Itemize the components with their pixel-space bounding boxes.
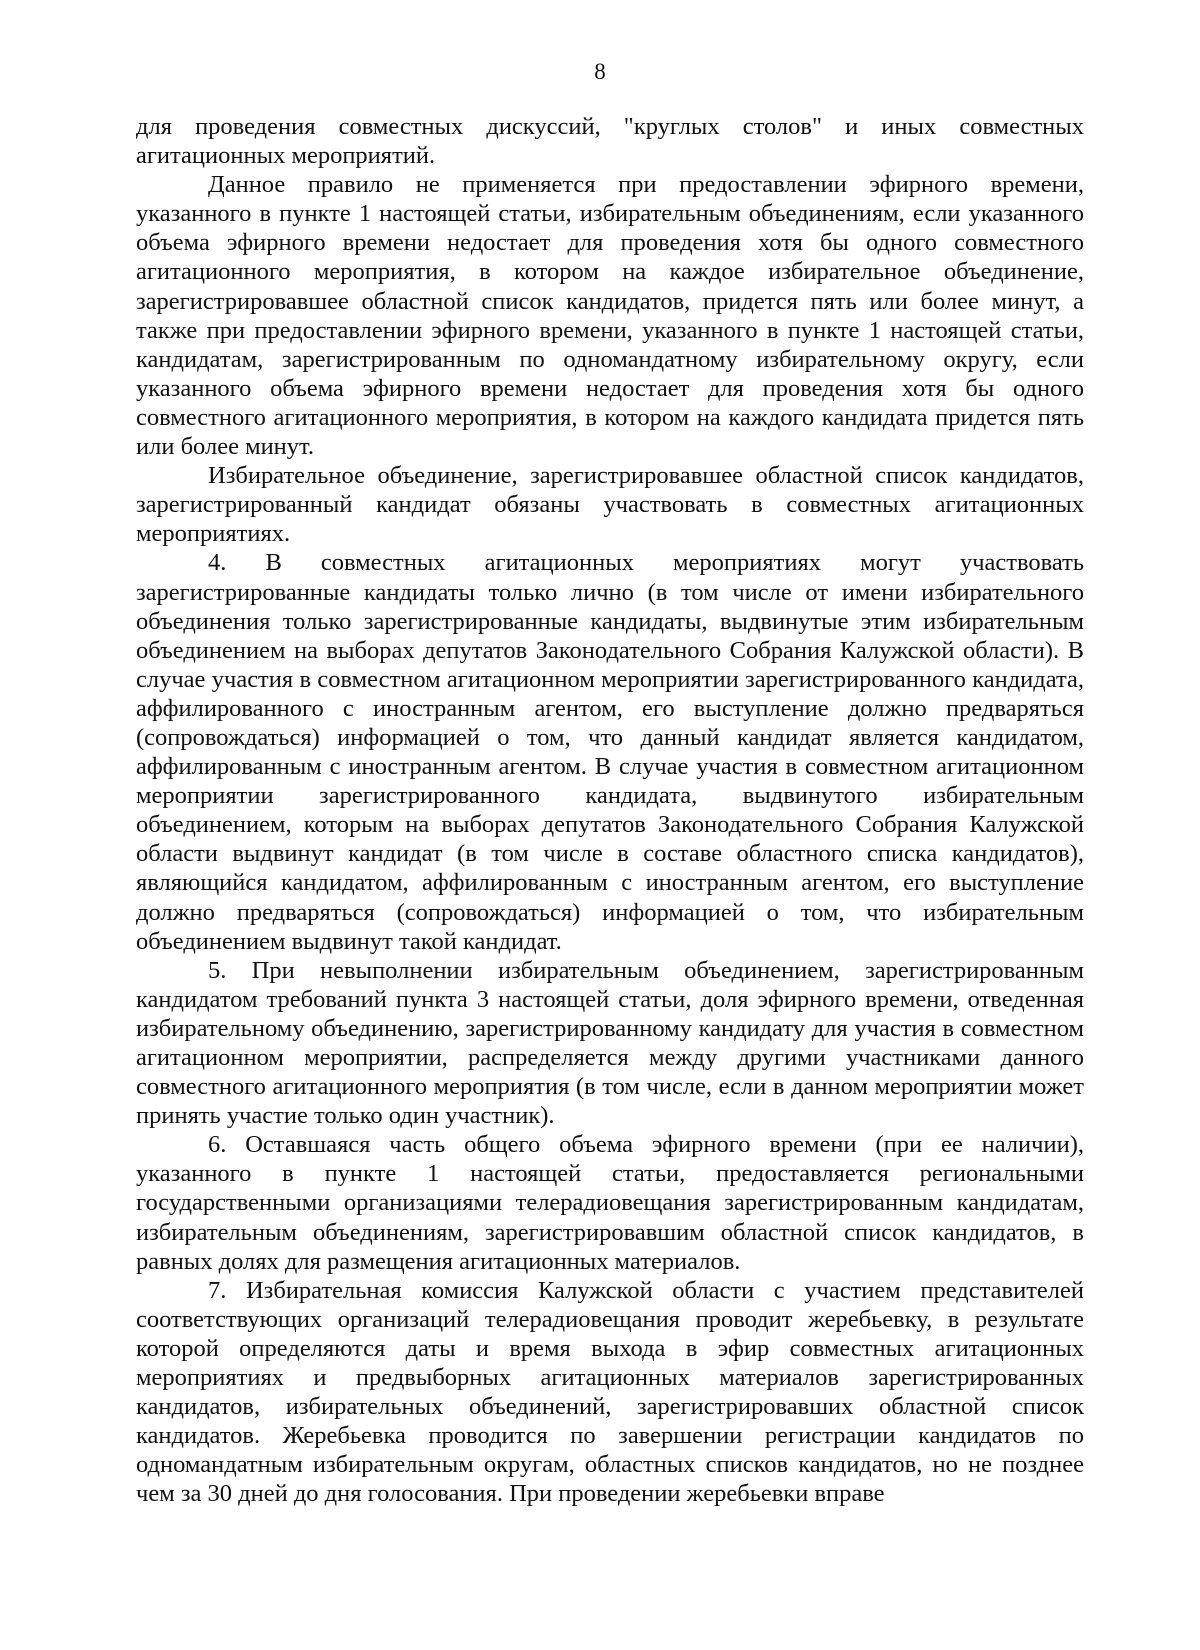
paragraph-continuation: для проведения совместных дискуссий, "круглых столов" и иных совместных агитационных мероприятий.: [136, 113, 1084, 170]
paragraph-item-7: 7. Избирательная комиссия Калужской области с участием представителей соответствующих организаций телерадиовещания проводит жеребьевку, в результате которой определяются даты и время выхода в эфир совместных агитационных мероприятиях и предвыборных агитационных материалов зарегистрированных кандидатов, избирательных объединений, зарегистрировавших областной список кандидатов. Жеребьевка проводится по завершении регистрации кандидатов по одномандатным избирательным округам, областных списков кандидатов, но не позднее чем за 30 дней до дня голосования. При проведении жеребьевки вправе: [136, 1276, 1084, 1508]
paragraph-participation-obligation: Избирательное объединение, зарегистрировавшее областной список кандидатов, зарегистрированный кандидат обязаны участвовать в совместных агитационных мероприятиях.: [136, 462, 1084, 548]
document-body: [136, 112, 1084, 1509]
paragraph-item-6: 6. Оставшаяся часть общего объема эфирного времени (при ее наличии), указанного в пункте 1 настоящей статьи, предоставляется региональными государственными организациями телерадиовещания зарегистрированным кандидатам, избирательным объединениям, зарегистрировавшим областной список кандидатов, в равных долях для размещения агитационных материалов.: [136, 1131, 1084, 1275]
paragraph-item-4: 4. В совместных агитационных мероприятиях могут участвовать зарегистрированные кандидаты только лично (в том числе от имени избирательного объединения только зарегистрированные кандидаты, выдвинутые этим избирательным объединением на выборах депутатов Законодательного Собрания Калужской области). В случае участия в совместном агитационном мероприятии зарегистрированного кандидата, аффилированного с иностранным агентом, его выступление должно предваряться (сопровождаться) информацией о том, что данный кандидат является кандидатом, аффилированным с иностранным агентом. В случае участия в совместном агитационном мероприятии зарегистрированного кандидата, выдвинутого избирательным объединением, которым на выборах депутатов Законодательного Собрания Калужской области выдвинут кандидат (в том числе в составе областного списка кандидатов), являющийся кандидатом, аффилированным с иностранным агентом, его выступление должно предваряться (сопровождаться) информацией о том, что избирательным объединением выдвинут такой кандидат.: [136, 549, 1084, 955]
paragraph-rule-exception: Данное правило не применяется при предоставлении эфирного времени, указанного в пункте 1 настоящей статьи, избирательным объединениям, если указанного объема эфирного времени недостает для проведения хотя бы одного совместного агитационного мероприятия, в котором на каждое избирательное объединение, зарегистрировавшее областной список кандидатов, придется пять или более минут, а также при предоставлении эфирного времени, указанного в пункте 1 настоящей статьи, кандидатам, зарегистрированным по одномандатному избирательному округу, если указанного объема эфирного времени недостает для проведения хотя бы одного совместного агитационного мероприятия, в котором на каждого кандидата придется пять или более минут.: [136, 171, 1084, 461]
paragraph-item-5: 5. При невыполнении избирательным объединением, зарегистрированным кандидатом требований пункта 3 настоящей статьи, доля эфирного времени, отведенная избирательному объединению, зарегистрированному кандидату для участия в совместном агитационном мероприятии, распределяется между другими участниками данного совместного агитационного мероприятия (в том числе, если в данном мероприятии может принять участие только один участник).: [136, 956, 1084, 1130]
page-number: 8: [594, 59, 606, 84]
